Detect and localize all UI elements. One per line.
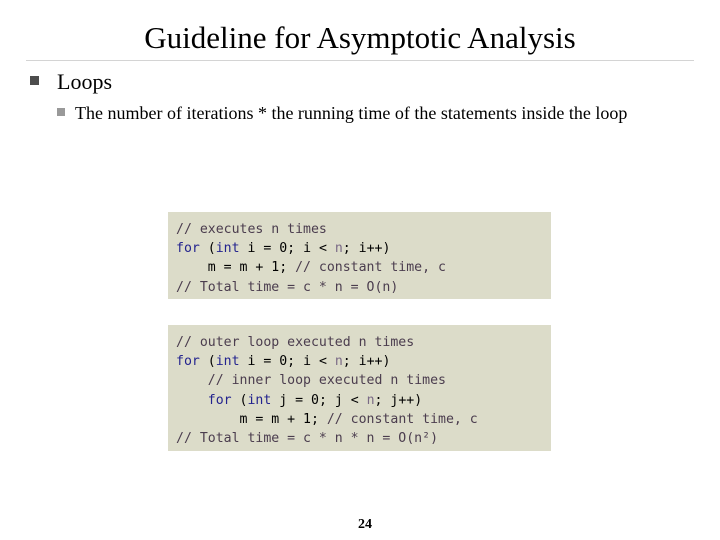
code-token: for <box>176 241 200 257</box>
code-line <box>176 371 541 390</box>
code-token: ; j++) <box>374 392 423 408</box>
code-token <box>176 393 208 408</box>
code-token: // constant time, c <box>326 411 478 427</box>
code-token: ; i++) <box>342 241 391 257</box>
code-line <box>176 239 541 258</box>
code-token: ( <box>199 241 216 257</box>
bullet-iterations-description: The number of iterations * the running time of the statements inside the loop <box>75 103 628 123</box>
code-token: ( <box>231 392 248 408</box>
code-token: n <box>334 354 343 370</box>
code-token: ; i++) <box>342 354 391 370</box>
code-token: n <box>366 392 375 408</box>
code-line <box>176 333 541 352</box>
code-line <box>176 352 541 371</box>
code-token: int <box>215 241 240 257</box>
code-token: // outer loop executed n times <box>176 335 415 350</box>
code-token: // Total time = c * n = O(n) <box>176 279 399 295</box>
page-number: 24 <box>358 517 372 532</box>
code-line <box>176 278 541 297</box>
code-token: i = 0; i < <box>239 241 335 257</box>
code-token: // Total time = c * n * n = O(n²) <box>176 430 439 446</box>
slide-title: Guideline for Asymptotic Analysis <box>144 20 576 55</box>
code-token: for <box>207 392 232 408</box>
code-token: for <box>176 354 200 370</box>
code-token: // inner loop executed n times <box>207 373 446 389</box>
code-token: i = 0; i < <box>239 354 335 370</box>
code-line <box>176 429 541 448</box>
square-bullet-icon <box>57 108 65 116</box>
code-token: m = m + 1; <box>176 411 327 427</box>
code-token <box>176 373 208 388</box>
code-token: ( <box>199 354 216 370</box>
code-token: // constant time, c <box>295 260 446 276</box>
code-line <box>176 410 541 429</box>
code-token: int <box>247 392 272 408</box>
code-line <box>176 391 541 410</box>
title-divider <box>26 60 694 61</box>
bullet-loops: Loops <box>57 69 112 94</box>
code-token: int <box>215 354 240 370</box>
code-token: j = 0; j < <box>271 392 367 408</box>
code-block-single-loop <box>168 212 551 299</box>
square-bullet-icon <box>30 76 39 85</box>
code-line <box>176 220 541 239</box>
code-token: m = m + 1; <box>176 260 296 276</box>
code-line <box>176 258 541 277</box>
code-token: // executes n times <box>176 222 327 237</box>
code-block-nested-loop <box>168 325 551 451</box>
code-token: n <box>334 241 343 257</box>
